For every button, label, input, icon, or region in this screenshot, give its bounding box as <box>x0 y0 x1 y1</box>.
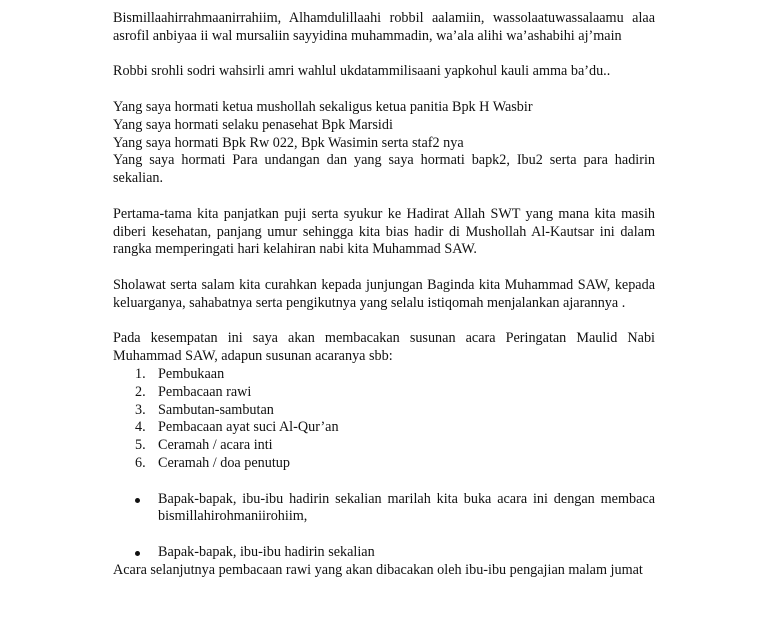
agenda-number: 5. <box>135 437 146 454</box>
bullet-list <box>113 491 655 562</box>
bullet-text: Bapak-bapak, ibu-ibu hadirin sekalian <box>158 543 375 560</box>
bullet-dot-icon <box>135 551 140 556</box>
agenda-text: Ceramah / acara inti <box>158 437 273 454</box>
agenda-item <box>113 366 655 384</box>
closing-paragraph: Acara selanjutnya pembacaan rawi yang akan dibacakan oleh ibu-ibu pengajian malam jumat <box>113 561 643 578</box>
agenda-item <box>113 455 655 473</box>
agenda-number: 6. <box>135 454 146 471</box>
greeting-line: Yang saya hormati ketua mushollah sekaligus ketua panitia Bpk H Wasbir <box>113 98 533 115</box>
agenda-item <box>113 402 655 420</box>
bullet-dot-icon <box>135 498 140 503</box>
document-page <box>113 10 655 580</box>
agenda-text: Pembukaan <box>158 365 225 382</box>
opening-paragraph: Bismillaahirrahmaanirrahiim, Alhamdulillaahi robbil aalamiin, wassolaatuwassalaamu alaa asrofil anbiyaa ii wal mursaliin sayyidina muhammadin, wa’ala alihi wa’ashabihi aj’main <box>113 10 655 44</box>
sholawat-paragraph: Sholawat serta salam kita curahkan kepada junjungan Baginda kita Muhammad SAW, kepada keluarganya, sahabatnya serta pengikutnya yang selalu istiqomah menjalankan ajarannya . <box>113 276 655 311</box>
prayer-paragraph: Robbi srohli sodri wahsirli amri wahlul ukdatammilisaani yapkohul kauli amma ba’du.. <box>113 63 611 80</box>
agenda-text: Pembacaan ayat suci Al-Qur’an <box>158 419 339 436</box>
agenda-list <box>113 366 655 473</box>
gratitude-paragraph: Pertama-tama kita panjatkan puji serta syukur ke Hadirat Allah SWT yang mana kita masih diberi kesehatan, panjang umur sehingga kita bias hadir di Musholla​h Al-Kautsar ini dalam rangka memperingati hari kelahiran nabi kita Muhammad SAW. <box>113 205 655 258</box>
bullet-item <box>113 491 655 527</box>
bullet-text: Bapak-bapak, ibu-ibu hadirin sekalian marilah kita buka acara ini dengan membaca bismillahirohmaniirohiim, <box>158 490 655 525</box>
bullet-item <box>113 544 655 562</box>
greeting-line: Yang saya hormati selaku penasehat Bpk Marsidi <box>113 116 393 133</box>
agenda-item <box>113 437 655 455</box>
greeting-line: Yang saya hormati Para undangan dan yang saya hormati bapk2, Ibu2 serta para hadirin sekalian. <box>113 152 655 187</box>
agenda-item <box>113 419 655 437</box>
agenda-intro-paragraph: Pada kesempatan ini saya akan membacakan susunan acara Peringatan Maulid Nabi Muhammad SAW, adapun susunan acaranya sbb: <box>113 330 655 365</box>
agenda-text: Pembacaan rawi <box>158 383 252 400</box>
agenda-number: 1. <box>135 365 146 382</box>
agenda-number: 3. <box>135 401 146 418</box>
agenda-text: Sambutan-sambutan <box>158 401 274 418</box>
greetings-block <box>113 99 655 188</box>
greeting-line: Yang saya hormati Bpk Rw 022, Bpk Wasimin serta staf2 nya <box>113 134 464 151</box>
agenda-item <box>113 384 655 402</box>
agenda-number: 2. <box>135 383 146 400</box>
agenda-text: Ceramah / doa penutup <box>158 454 290 471</box>
agenda-number: 4. <box>135 419 146 436</box>
